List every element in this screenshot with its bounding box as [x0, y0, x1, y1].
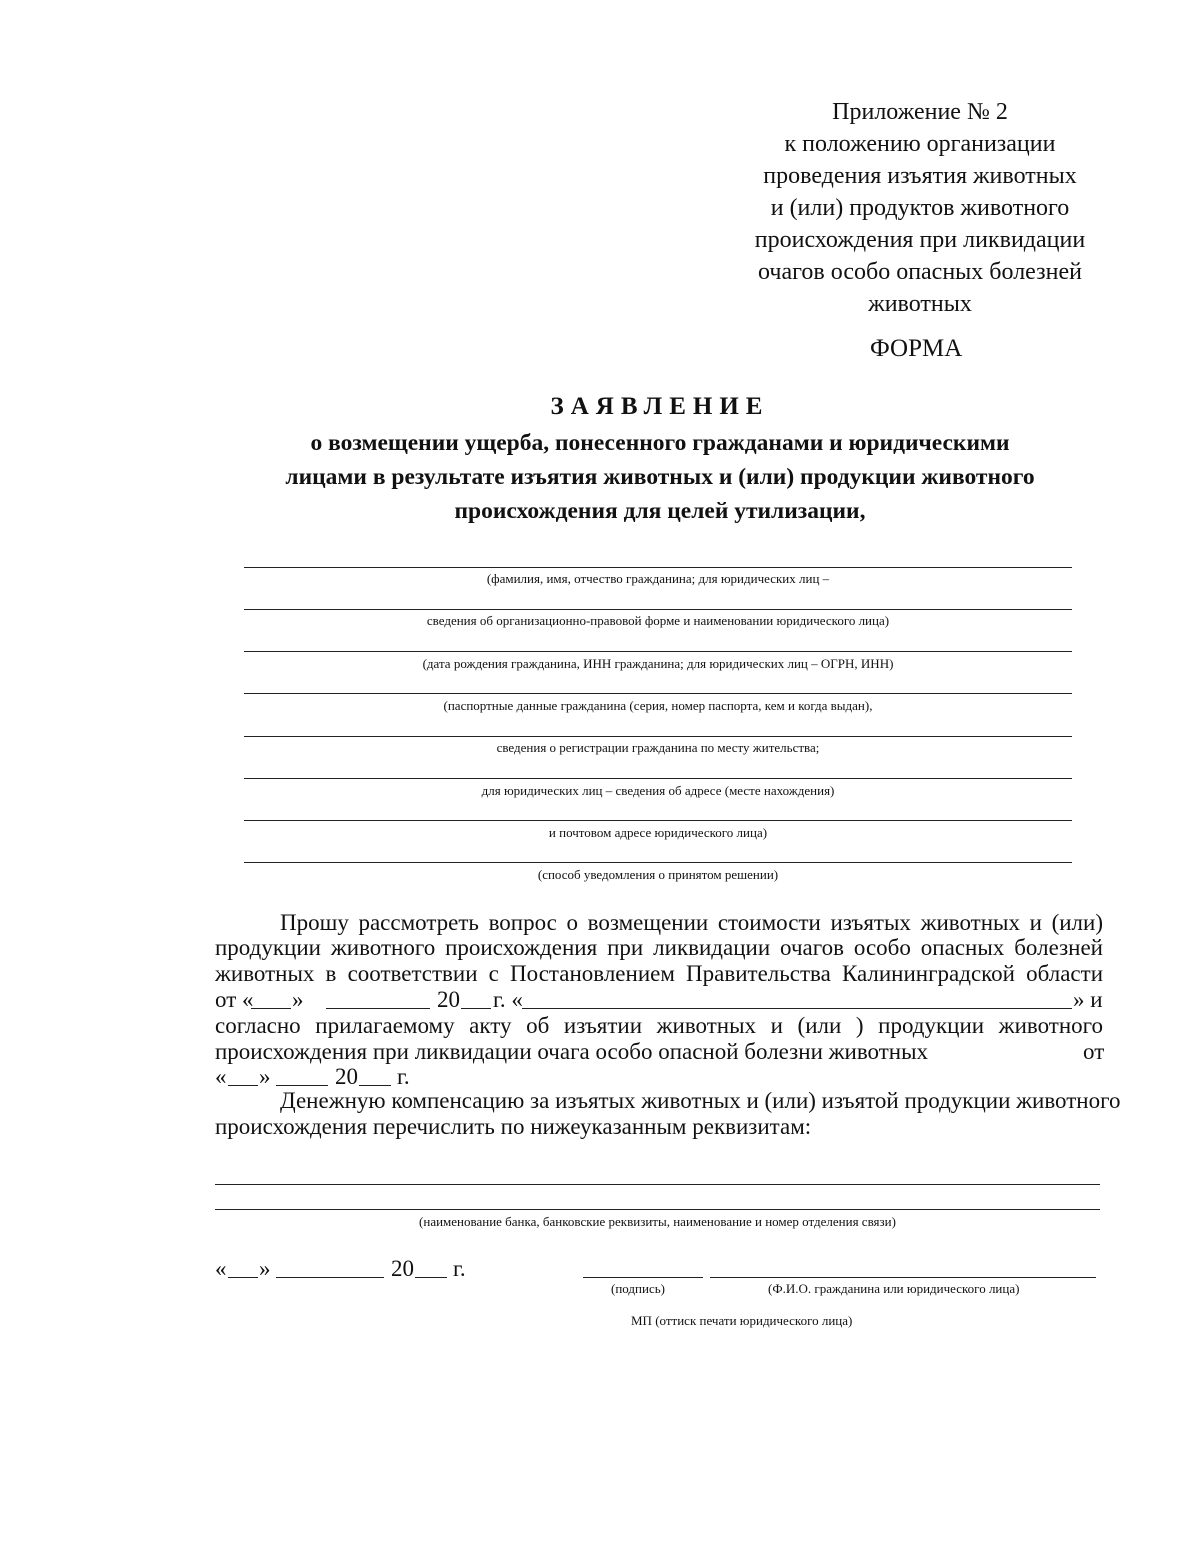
annex-line: очагов особо опасных болезней [758, 259, 1082, 285]
fill-line-bank-2[interactable] [215, 1209, 1100, 1210]
annex-line: животных [868, 291, 972, 317]
field-caption: сведения о регистрации гражданина по месту жительства; [496, 740, 820, 755]
annex-line: проведения изъятия животных [763, 163, 1077, 189]
subtitle-line: лицами в результате изъятия животных и (или) продукции животного [285, 464, 1035, 490]
fill-line-decree-day[interactable] [251, 1008, 291, 1009]
annex-line: Приложение № 2 [832, 99, 1008, 125]
sign-year-prefix: 20 [391, 1256, 414, 1281]
fill-line-legal-form[interactable] [244, 609, 1072, 610]
act-g-label: г. [397, 1064, 410, 1089]
form-label: ФОРМА [870, 335, 963, 362]
sign-date-close: » [259, 1256, 271, 1281]
body-line4-end: » и [1073, 987, 1103, 1012]
body-line-2: продукции животного происхождения при ликвидации очагов особо опасных болезней [215, 935, 1103, 960]
sign-date-open: « [215, 1256, 227, 1281]
fill-line-bank-1[interactable] [215, 1184, 1100, 1185]
fill-line-address[interactable] [244, 778, 1072, 779]
field-caption: (паспортные данные гражданина (серия, номер паспорта, кем и когда выдан), [443, 698, 873, 713]
fill-line-sign-month[interactable] [276, 1277, 384, 1278]
fill-line-notification[interactable] [244, 862, 1072, 863]
sign-g-label: г. [453, 1256, 466, 1281]
field-caption: и почтовом адресе юридического лица) [548, 825, 768, 840]
body-line-3: животных в соответствии с Постановлением Правительства Калининградской области [215, 961, 1103, 986]
subtitle-line: о возмещении ущерба, понесенного гражданами и юридическими [310, 430, 1010, 456]
body-year-prefix: 20 [437, 987, 460, 1012]
fill-line-act-day[interactable] [228, 1085, 258, 1086]
fill-line-decree-month[interactable] [326, 1008, 430, 1009]
fill-line-act-month[interactable] [276, 1085, 328, 1086]
field-caption: (дата рождения гражданина, ИНН гражданина; для юридических лиц – ОГРН, ИНН) [422, 656, 894, 671]
body-from-label: от « [215, 987, 254, 1012]
body-line-5: согласно прилагаемому акту об изъятии животных и (или ) продукции животного [215, 1013, 1103, 1038]
annex-line: и (или) продуктов животного [770, 195, 1070, 221]
field-caption: для юридических лиц – сведения об адресе (месте нахождения) [481, 783, 835, 798]
annex-line: к положению организации [784, 131, 1056, 157]
document-title: ЗАЯВЛЕНИЕ [550, 393, 770, 420]
para2-line-2: происхождения перечислить по нижеуказанным реквизитам: [215, 1114, 812, 1139]
fill-line-decree-year[interactable] [461, 1008, 491, 1009]
bank-caption: (наименование банка, банковские реквизиты, наименование и номер отделения связи) [419, 1214, 896, 1229]
full-name-caption: (Ф.И.О. гражданина или юридического лица) [768, 1281, 1020, 1296]
fill-line-sign-year[interactable] [415, 1277, 447, 1278]
fill-line-sign-day[interactable] [228, 1277, 258, 1278]
annex-header [720, 96, 1120, 320]
stamp-caption: МП (оттиск печати юридического лица) [631, 1313, 853, 1328]
signature-caption: (подпись) [611, 1281, 665, 1296]
field-caption: (способ уведомления о принятом решении) [537, 867, 779, 882]
annex-line: происхождения при ликвидации [754, 227, 1086, 253]
subtitle-line: происхождения для целей утилизации, [454, 498, 866, 524]
fill-line-registration[interactable] [244, 736, 1072, 737]
body-line-6: происхождения при ликвидации очага особо опасной болезни животных [215, 1039, 929, 1064]
document-subtitle [220, 426, 1100, 528]
fill-line-passport[interactable] [244, 693, 1072, 694]
fill-line-act-year[interactable] [359, 1085, 391, 1086]
fill-line-applicant-name[interactable] [244, 567, 1072, 568]
fill-line-birth-inn[interactable] [244, 651, 1072, 652]
field-caption: (фамилия, имя, отчество гражданина; для юридических лиц – [486, 571, 830, 586]
body-g-label: г. « [493, 987, 523, 1012]
act-date-open: « [215, 1064, 227, 1089]
act-year-prefix: 20 [335, 1064, 358, 1089]
body-line6-end: от [1083, 1039, 1105, 1064]
body-quote-close: » [292, 987, 304, 1012]
act-date-close: » [259, 1064, 271, 1089]
fill-line-signature[interactable] [583, 1277, 703, 1278]
field-caption: сведения об организационно-правовой форме и наименовании юридического лица) [426, 613, 890, 628]
fill-line-postal-address[interactable] [244, 820, 1072, 821]
fill-line-decree-title[interactable] [522, 1008, 1072, 1009]
fill-line-full-name[interactable] [710, 1277, 1096, 1278]
